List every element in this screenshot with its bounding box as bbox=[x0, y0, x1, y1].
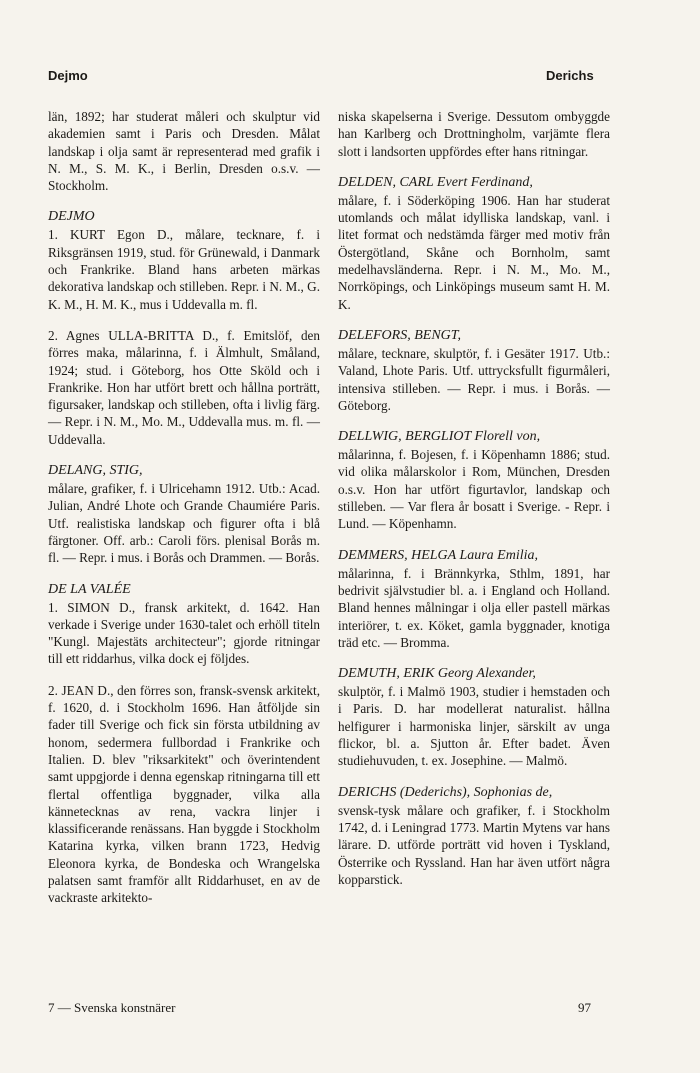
entry-text: 2. JEAN D., den förres son, fransk-svensk arkitekt, f. 1620, d. i Stockholm 1696. Han åtföljde sin fader till Sverige och fick sin första utbildning av honom, sedermera fullbordad i Frankrike och Italien. D. blev "riksarkitekt" och överintendent samt uppgjorde i denna egenskap ritningarna till ett flertal offentliga byggnader, vilka alla kännetecknas av rena, vackra linjer i klassificerande renässans. Han byggde i Stockholm Katarina kyrka, vilken brann 1723, Hedvig Eleonora kyrka, de Bondeska och Wrangelska palatsen samt framför allt Riddarhuset, en av de vackraste arkitekto- bbox=[48, 682, 320, 906]
left-column bbox=[48, 108, 320, 921]
entry-text: 1. SIMON D., fransk arkitekt, d. 1642. Han verkade i Sverige under 1630-talet och erhöll titeln "Kungl. Majestäts architecteur"; gjorde ritningar till ett riddarhus, vilka dock ej följdes. bbox=[48, 599, 320, 667]
entry bbox=[48, 327, 320, 448]
footer-signature: 7 — Svenska konstnärer bbox=[48, 1000, 176, 1015]
entry-text: målarinna, f. Bojesen, f. i Köpenhamn 1886; stud. vid olika målarskolor i Rom, München, Dresden o.s.v. Hon har utfört figurtavlor, landskap och stilleben. — Var flera år bosatt i Sverige. - Repr. i Lund. — Köpenhamn. bbox=[338, 447, 610, 532]
entry-heading: DEMUTH, ERIK Georg Alexander, bbox=[338, 666, 536, 682]
entry-text: målare, grafiker, f. i Ulricehamn 1912. Utb.: Acad. Julian, André Lhote och Grande Chaumiére Paris. Utf. realistiska landskap och figurer ofta i blå färgtoner. Off. arb.: Caroli förs. plenisal Borås m. fl. — Repr. i mus. i Borås och Drammen. — Borås. bbox=[48, 481, 320, 566]
entry-heading: DELDEN, CARL Evert Ferdinand, bbox=[338, 174, 533, 190]
entry bbox=[338, 428, 610, 532]
entry-text: målare, f. i Söderköping 1906. Han har studerat utomlands och målat idylliska landskap, vanl. i litet format och nedstämda färger med motiv från Östergötland, Skåne och Bornholm, samt medelhavsländerna. Repr. i N. M., Mo. M., Norrköpings, och Linköpings museum samt H. M. K. bbox=[338, 192, 610, 312]
entry-heading: DELANG, STIG, bbox=[48, 463, 143, 479]
entry-heading: DE LA VALÉE bbox=[48, 581, 131, 597]
entry-heading: DEMMERS, HELGA Laura Emilia, bbox=[338, 547, 539, 563]
entry-heading: DEJMO bbox=[48, 209, 95, 225]
entry bbox=[338, 665, 610, 769]
entry bbox=[48, 682, 320, 907]
entry bbox=[338, 174, 610, 313]
entry-text: skulptör, f. i Malmö 1903, studier i hemstaden och i Paris. D. har modellerat naturalist. hållna helfigurer i harmoniska linjer, särskilt av unga flickor, bl. a. Sjutton år. Efter badet. Även studiehuvuden, t. ex. Josephine. — Malmö. bbox=[338, 684, 610, 769]
entry bbox=[338, 547, 610, 651]
entry bbox=[338, 327, 610, 414]
entry bbox=[48, 581, 320, 668]
entry bbox=[338, 784, 610, 888]
entry-text: niska skapelserna i Sverige. Dessutom ombyggde han Karlberg och Drottningholm, varjämte flera slott i landsorten uppfördes efter hans ritningar. bbox=[338, 109, 610, 159]
entry-text: 2. Agnes ULLA-BRITTA D., f. Emitslöf, den förres maka, målarinna, f. i Älmhult, Småland, 1924; stud. i Göteborg, hos Otte Sköld och i Frankrike. Hon har utfört brett och hållna porträtt, figursaker, landskap och stilleben, ofta i livlig färg. — Repr. i N. M., Mo. M., Uddevalla mus. m. fl. — Uddevalla. bbox=[48, 327, 320, 447]
running-head-right: Derichs bbox=[546, 68, 594, 83]
entry-heading: DELEFORS, BENGT, bbox=[338, 327, 462, 343]
entry bbox=[338, 108, 610, 160]
entry-text: målarinna, f. i Brännkyrka, Sthlm, 1891, har bedrivit självstudier bl. a. i England och Holland. Bland hennes målningar i olja eller pastell märkas interiörer, t. ex. Köket, gamla byggnader, knotiga träd etc. — Bromma. bbox=[338, 565, 610, 650]
page-number: 97 bbox=[578, 1000, 591, 1015]
entry-text: 1. KURT Egon D., målare, tecknare, f. i Riksgränsen 1919, stud. för Grünewald, i Danmark och Frankrike. Bland hans arbeten märkas dekorativa landskap och stilleben. Repr. i N. M., G. K. M., H. M. K., mus i Uddevalla m. fl. bbox=[48, 227, 320, 312]
entry-text: svensk-tysk målare och grafiker, f. i Stockholm 1742, d. i Leningrad 1773. Martin Mytens var hans lärare. D. utförde porträtt vid hoven i Tyskland, Österrike och Ryssland. Han har även utfört några kopparstick. bbox=[338, 802, 610, 887]
right-column bbox=[338, 108, 610, 902]
entry bbox=[48, 462, 320, 566]
entry-heading: DELLWIG, BERGLIOT Florell von, bbox=[338, 429, 541, 445]
entry-heading: DERICHS (Dederichs), Sophonias de, bbox=[338, 784, 553, 800]
entry-text: län, 1892; har studerat måleri och skulptur vid akademien samt i Paris och Dresden. Målat landskap i olja samt är representerad med grafik i N. M., S. M. K., i Berlin, Dresden o.s.v. — Stockholm. bbox=[48, 109, 320, 194]
entry-text: målare, tecknare, skulptör, f. i Gesäter 1917. Utb.: Valand, Lhote Paris. Utf. uttrycksfullt figurmåleri, intensiva stilleben. — Repr. i mus. i Borås. — Göteborg. bbox=[338, 345, 610, 413]
entry bbox=[48, 108, 320, 194]
running-head-left: Dejmo bbox=[48, 68, 88, 83]
entry bbox=[48, 208, 320, 312]
